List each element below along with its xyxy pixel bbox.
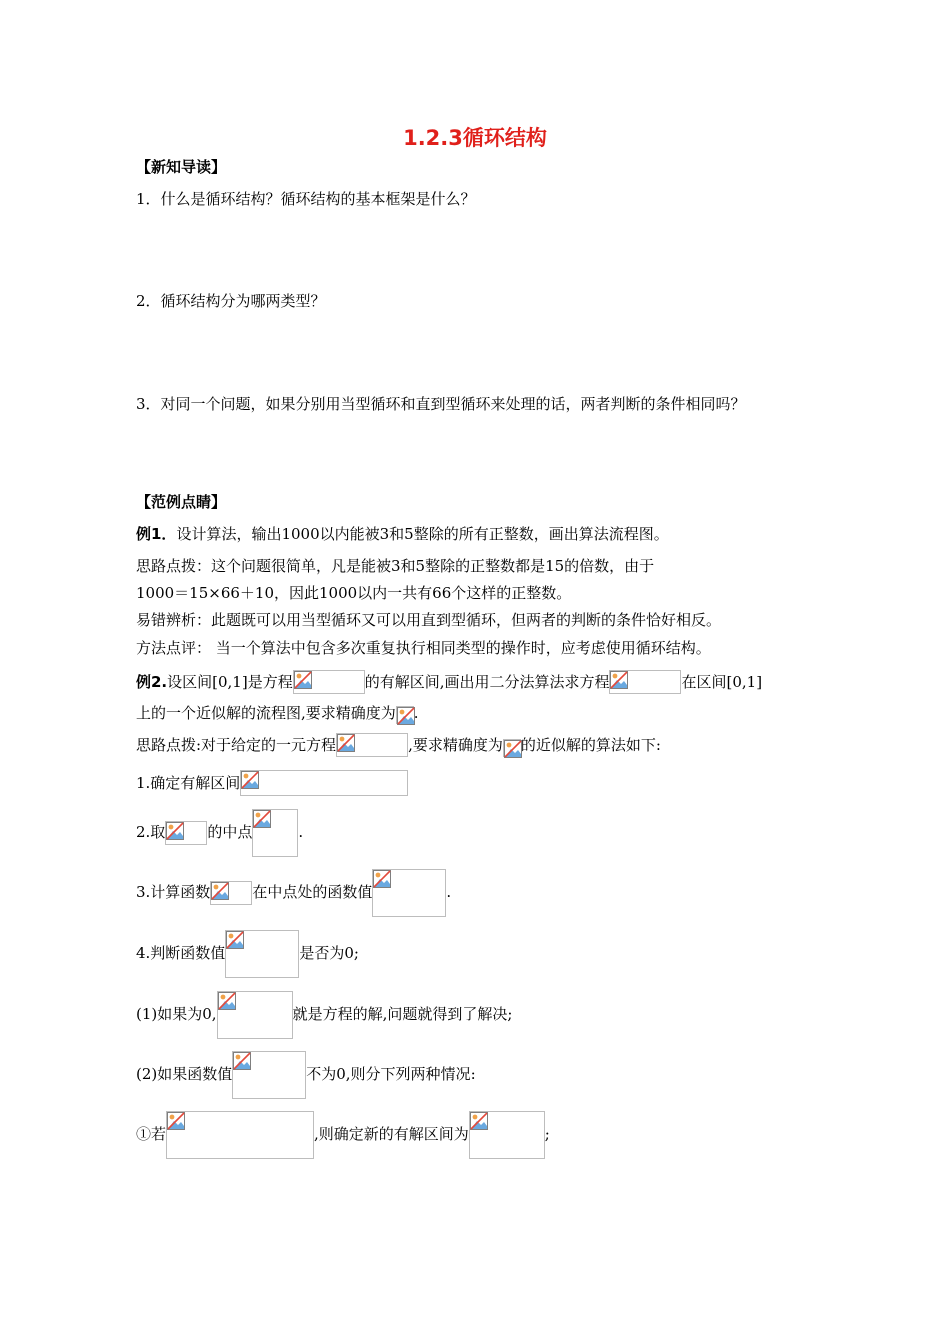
broken-image-icon [166,822,184,840]
example-1-text: 设计算法，输出1000以内能被3和5整除的所有正整数，画出算法流程图。 [176,525,669,543]
step-3 [136,868,451,916]
section-heading-new-knowledge: 【新知导读】 [136,158,227,176]
midpoint-image [252,809,298,857]
interval-image [165,821,207,845]
step-2-text-a: 2.取 [136,823,166,841]
case-2-sub-1 [136,1110,550,1158]
example-1-label: 例1． [136,525,177,543]
new-interval-image [469,1111,545,1159]
example-2-text-a: 设区间[0,1]是方程 [167,673,293,691]
broken-image-icon [253,810,271,828]
step-2-text-c: . [298,823,304,841]
question-3: 3．对同一个问题，如果分别用当型循环和直到型循环来处理的话，两者判断的条件相同吗？ [136,395,746,413]
step-3-text-b: 在中点处的函数值 [252,883,373,901]
section-heading-examples: 【范例点睛】 [136,493,227,511]
solution-image [217,991,293,1039]
broken-image-icon [337,734,355,752]
example-1-hint-a: 思路点拨：这个问题很简单，凡是能被3和5整除的正整数都是15的倍数，由于 [136,557,655,575]
broken-image-icon [241,771,259,789]
broken-image-icon [373,870,391,888]
hint-text-c: 的近似解的算法如下: [520,736,661,754]
broken-image-icon [610,671,628,689]
hint-text-a: 思路点拨:对于给定的一元方程 [136,736,337,754]
step-2 [136,808,303,856]
sub-case-text-a: ①若 [136,1125,167,1143]
precision-image [396,706,414,724]
step-4-text-a: 4.判断函数值 [136,944,226,962]
example-1-error-analysis: 易错辨析：此题既可以用当型循环又可以用直到型循环，但两者的判断的条件恰好相反。 [136,611,722,629]
page-title: 1.2.3循环结构 [403,126,547,150]
example-1-line [136,524,669,544]
step-2-text-b: 的中点 [207,823,253,841]
case-1-text-b: 就是方程的解,问题就得到了解决; [292,1005,513,1023]
case-2-text-a: (2)如果函数值 [136,1065,233,1083]
equation-image [293,670,365,694]
case-2 [136,1050,476,1098]
function-value-image [232,1051,306,1099]
example-1-hint-b: 1000＝15×66＋10，因此1000以内一共有66个这样的正整数。 [136,584,572,602]
broken-image-icon [218,992,236,1010]
broken-image-icon [167,1112,185,1130]
broken-image-icon [294,671,312,689]
example-1-method-comment: 方法点评： 当一个算法中包含多次重复执行相同类型的操作时，应考虑使用循环结构。 [136,639,711,657]
example-2-line-1 [136,670,762,694]
step-1-text: 1.确定有解区间 [136,774,241,792]
interval-image [240,770,408,796]
precision-image [503,739,521,757]
example-2-line-2 [136,702,419,724]
sub-case-text-b: ,则确定新的有解区间为 [314,1125,469,1143]
example-2-text-b: 的有解区间,画出用二分法算法求方程 [364,673,610,691]
step-4 [136,929,359,977]
broken-image-icon [226,931,244,949]
example-2-text-c: 在区间[0,1] [681,673,763,691]
sub-case-text-c: ; [544,1125,550,1143]
function-value-image [372,869,446,917]
function-image [210,881,252,905]
function-value-image [225,930,299,978]
step-1 [136,770,408,796]
step-3-text-a: 3.计算函数 [136,883,211,901]
case-2-text-b: 不为0,则分下列两种情况: [306,1065,476,1083]
equation-image [609,670,681,694]
example-2-text-e: . [413,704,419,722]
condition-image [166,1111,314,1159]
step-3-text-c: . [446,883,452,901]
step-4-text-b: 是否为0; [299,944,359,962]
broken-image-icon [211,882,229,900]
question-1: 1．什么是循环结构？循环结构的基本框架是什么？ [136,190,476,208]
broken-image-icon [397,707,415,725]
example-2-line-3 [136,733,661,757]
broken-image-icon [504,740,522,758]
broken-image-icon [233,1052,251,1070]
example-2-text-d: 上的一个近似解的流程图,要求精确度为 [136,704,396,722]
example-2-label: 例2. [136,673,168,691]
case-1-text-a: (1)如果为0, [136,1005,217,1023]
hint-text-b: ,要求精确度为 [408,736,503,754]
case-1 [136,990,512,1038]
equation-image [336,733,408,757]
question-2: 2．循环结构分为哪两类型？ [136,292,326,310]
broken-image-icon [470,1112,488,1130]
